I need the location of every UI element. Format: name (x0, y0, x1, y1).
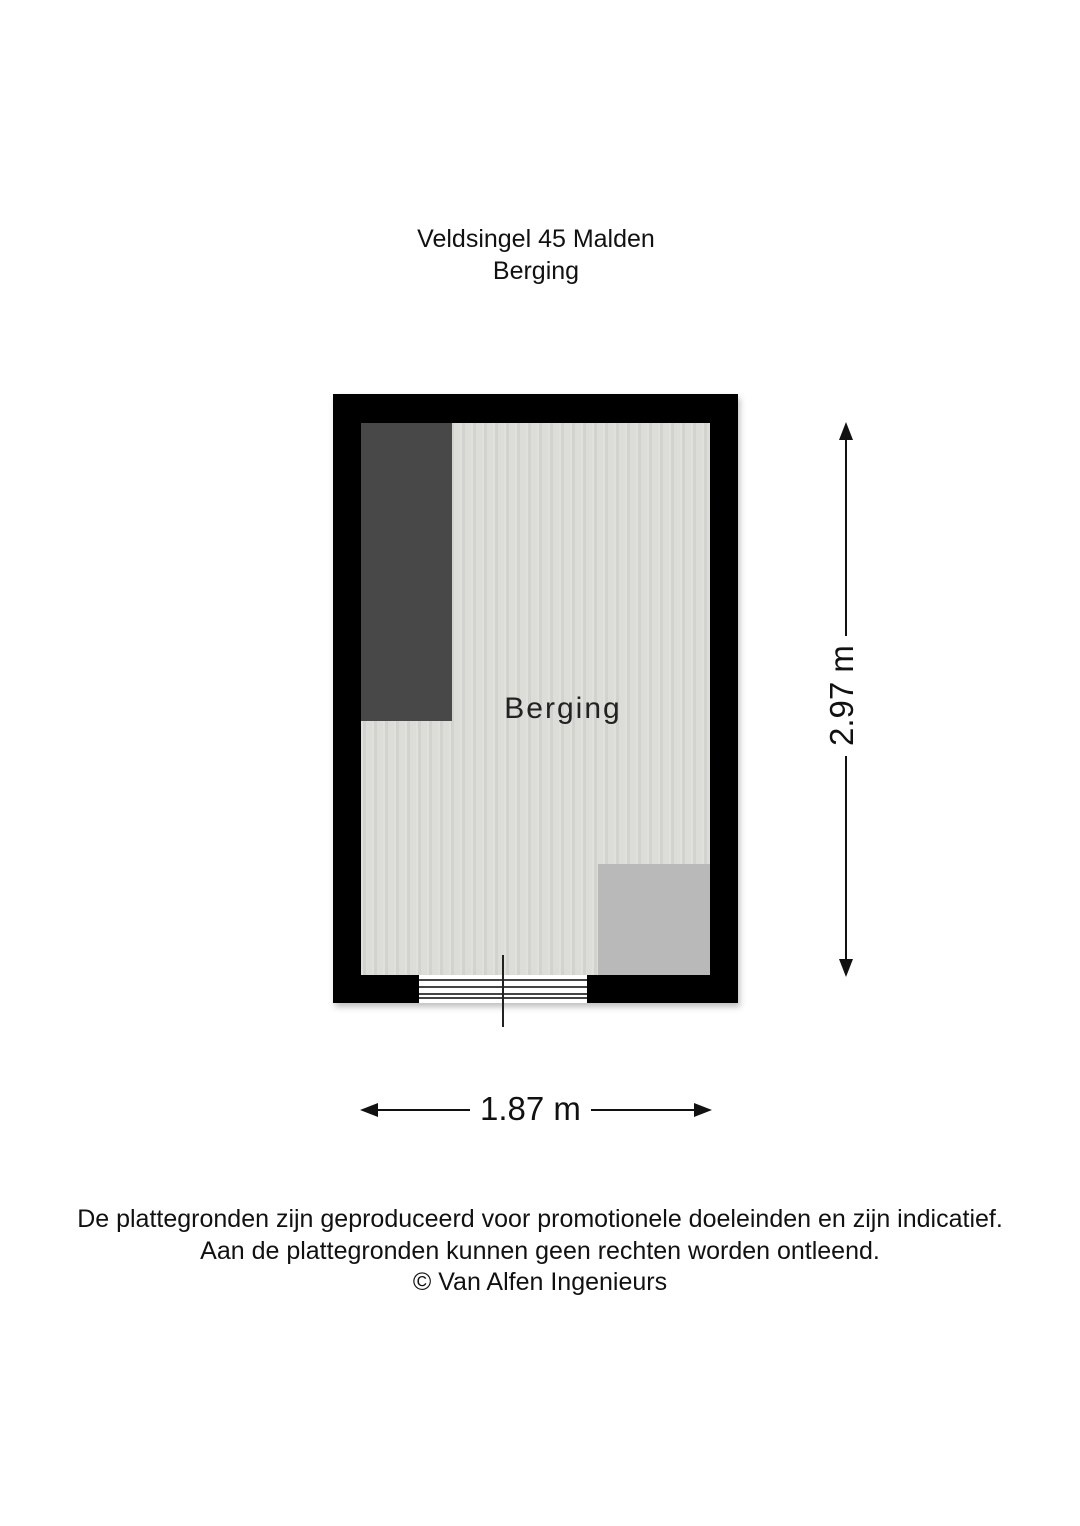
room-label: Berging (504, 692, 622, 725)
low-cabinet (598, 864, 710, 975)
floor-title: Berging (492, 257, 580, 285)
tall-cabinet (361, 423, 452, 721)
width-label: 1.87 m (470, 1090, 591, 1128)
disclaimer-line-2: Aan de plattegronden kunnen geen rechten worden ontleend. (200, 1237, 880, 1265)
floor-plan (333, 394, 738, 1003)
copyright: © Van Alfen Ingenieurs (412, 1268, 668, 1296)
depth-label: 2.97 m (823, 636, 861, 756)
address-title: Veldsingel 45 Malden (417, 225, 655, 253)
door-leaf-line (502, 955, 504, 1027)
disclaimer-line-1: De plattegronden zijn geproduceerd voor promotionele doeleinden en zijn indicatief. (77, 1205, 1003, 1233)
